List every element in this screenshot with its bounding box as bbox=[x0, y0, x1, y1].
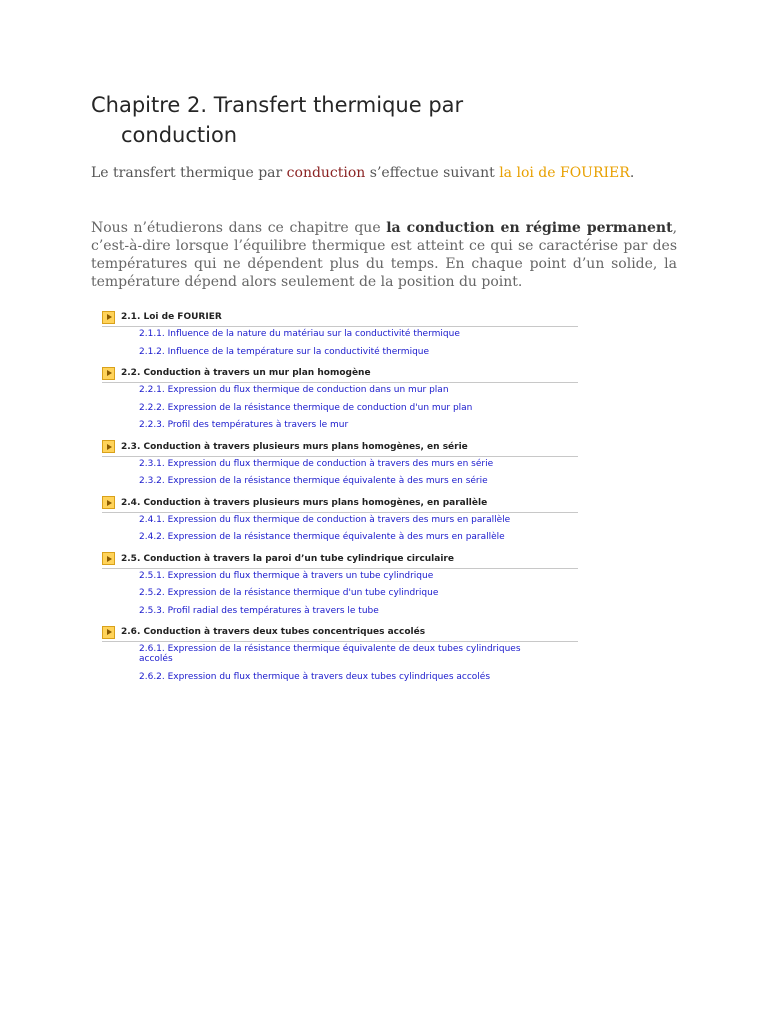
toc-section bbox=[102, 308, 578, 357]
intro-paragraph: Le transfert thermique par conduction s’effectue suivant la loi de FOURIER. bbox=[91, 165, 635, 181]
toc-section-title: 2.6. Conduction à travers deux tubes concentriques accolés bbox=[121, 627, 426, 637]
toc-section bbox=[102, 438, 578, 487]
toc-subsection-link[interactable]: 2.5.3. Profil radial des températures à travers le tube bbox=[139, 605, 379, 616]
toc-section bbox=[102, 550, 578, 616]
play-arrow-icon[interactable] bbox=[102, 496, 115, 509]
conduction-term: conduction bbox=[286, 165, 366, 181]
play-arrow-icon[interactable] bbox=[102, 440, 115, 453]
toc-subsection-link[interactable]: 2.4.2. Expression de la résistance thermique équivalente à des murs en parallèle bbox=[139, 532, 505, 542]
play-arrow-icon[interactable] bbox=[102, 367, 115, 380]
play-arrow-icon[interactable] bbox=[102, 311, 115, 324]
toc-subsection-link[interactable]: 2.1.2. Influence de la température sur la conductivité thermique bbox=[139, 346, 430, 357]
chapter-title: Chapitre 2. Transfert thermique par conduction bbox=[91, 93, 464, 147]
play-arrow-icon[interactable] bbox=[102, 552, 115, 565]
toc-subsection-link[interactable]: 2.2.1. Expression du flux thermique de conduction dans un mur plan bbox=[139, 385, 449, 395]
body-paragraph: Nous n’étudierons dans ce chapitre que la conduction en régime permanent, c’est-à-dire lorsque l’équilibre thermique est atteint ce qui se caractérise par des températures qui ne dépendent plus du temps. En chaque point d’un solide, la température dépend alors seulement de la position du point. bbox=[91, 220, 678, 290]
toc-section-title: 2.4. Conduction à travers plusieurs murs plans homogènes, en parallèle bbox=[121, 497, 488, 508]
toc-subsection-link[interactable]: 2.3.2. Expression de la résistance thermique équivalente à des murs en série bbox=[139, 476, 488, 486]
toc-section-heading[interactable] bbox=[102, 308, 578, 327]
toc-section bbox=[102, 623, 578, 682]
fourier-law-link[interactable]: la loi de FOURIER bbox=[499, 165, 630, 181]
toc-subsection-link[interactable]: 2.5.1. Expression du flux thermique à travers un tube cylindrique bbox=[139, 570, 434, 581]
bold-term: la conduction en régime permanent bbox=[386, 220, 673, 236]
toc-section-title: 2.2. Conduction à travers un mur plan homogène bbox=[121, 368, 371, 378]
toc-section-heading[interactable] bbox=[102, 364, 578, 383]
toc-subsection-link[interactable]: 2.6.2. Expression du flux thermique à travers deux tubes cylindriques accolés bbox=[139, 671, 491, 682]
toc-section-heading[interactable] bbox=[102, 623, 578, 642]
toc-subsection-link[interactable]: 2.6.1. Expression de la résistance thermique équivalente de deux tubes cylindriques accolés bbox=[139, 644, 521, 664]
toc-section-heading[interactable] bbox=[102, 550, 578, 569]
table-of-contents bbox=[102, 308, 578, 689]
toc-subsection-link[interactable]: 2.2.2. Expression de la résistance thermique de conduction d'un mur plan bbox=[139, 402, 473, 413]
toc-subsection-link[interactable]: 2.1.1. Influence de la nature du matériau sur la conductivité thermique bbox=[139, 329, 460, 339]
toc-subsection-link[interactable]: 2.4.1. Expression du flux thermique de conduction à travers des murs en parallèle bbox=[139, 514, 511, 525]
toc-subsection-link[interactable]: 2.3.1. Expression du flux thermique de conduction à travers des murs en série bbox=[139, 458, 494, 469]
toc-section-heading[interactable] bbox=[102, 494, 578, 513]
toc-section bbox=[102, 364, 578, 430]
toc-section bbox=[102, 494, 578, 543]
toc-subsection-link[interactable]: 2.5.2. Expression de la résistance thermique d'un tube cylindrique bbox=[139, 588, 439, 598]
toc-section-title: 2.5. Conduction à travers la paroi d’un tube cylindrique circulaire bbox=[121, 553, 454, 564]
toc-subsection-link[interactable]: 2.2.3. Profil des températures à travers le mur bbox=[139, 420, 349, 430]
toc-section-title: 2.1. Loi de FOURIER bbox=[121, 312, 222, 322]
toc-section-title: 2.3. Conduction à travers plusieurs murs plans homogènes, en série bbox=[121, 441, 468, 452]
play-arrow-icon[interactable] bbox=[102, 626, 115, 639]
toc-section-heading[interactable] bbox=[102, 438, 578, 457]
